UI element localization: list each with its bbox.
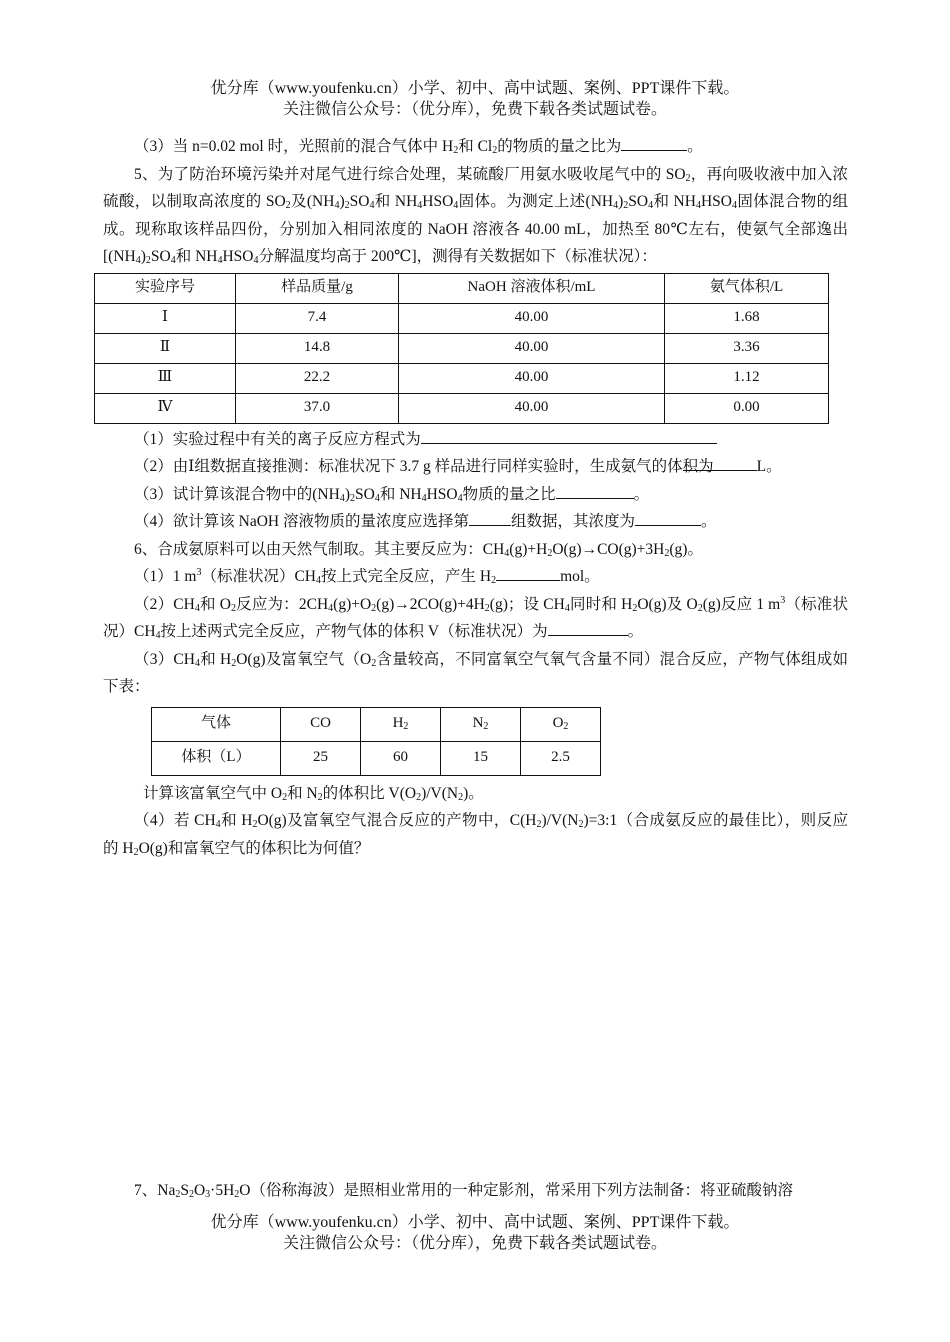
table-row — [152, 741, 601, 775]
q5-part4: （4）欲计算该 NaOH 溶液物质的量浓度应选择第 组数据，其浓度为 。 — [103, 508, 848, 536]
table-cell: 7.4 — [236, 303, 399, 333]
answer-blank[interactable] — [683, 454, 757, 471]
q6-part4: （4）若 $CH_4$和 $H_2O(g)$及富氧空气混合反应的产物中，$C(H_2)/V(N_2)=3:1$（合成氨反应的最佳比），则反应的 $H_2O(g)$和富氧空气的体积比为何值？ — [103, 812, 848, 858]
answer-blank[interactable] — [421, 427, 717, 444]
q6-part1: （1）1 $m^3$（标准状况）$CH_4$按上式完全反应，产生 $H_2$ mol。 — [103, 563, 848, 591]
document-body — [103, 133, 848, 862]
q6-part2: $(2)CH_4$和 $O_2$反应为：$2CH_4(g)+O_2(g)\to 2CO(g)+4H_2(g)$；设 $CH_4$同时和 $H_2O(g)$及 $O_2(g)$反应 1 $m^3$（标准状况）$CH_4$按上述两式完全反应，产物气体的体积 V（标准状况）为 。 — [103, 594, 848, 641]
answer-blank[interactable] — [556, 482, 634, 499]
header-line-2: 关注微信公众号：（优分库），免费下载各类试题试卷。 — [282, 101, 667, 118]
table-cell: Ⅱ — [95, 333, 236, 363]
q6-intro: 6、合成氨原料可以由天然气制取。其主要反应为：$CH_4(g)+H_2O(g)\to CO(g)+3H_2(g)$。 — [134, 540, 703, 559]
q6-part3: $(3)CH_4$和 $H_2O(g)$及富氧空气（$O_2$含量较高，不同富氧空气氧气含量不同）混合反应，产物气体组成如下表： — [103, 650, 848, 695]
answer-blank[interactable] — [548, 619, 628, 636]
header-line-1: 优分库（www.youfenku.cn）小学、初中、高中试题、案例、PPT课件下载。 — [210, 80, 740, 97]
table-cell: Ⅳ — [95, 393, 236, 423]
table-header-cell: 实验序号 — [95, 273, 236, 303]
table-header-cell: 氨气体积/L — [665, 273, 829, 303]
table-row — [152, 707, 601, 741]
q6-gas-table — [151, 707, 601, 776]
table-cell: 40.00 — [399, 333, 665, 363]
table-cell: 40.00 — [399, 303, 665, 333]
q5-part2: （2）由Ⅰ组数据直接推测：标准状况下 3.7 g 样品进行同样实验时，生成氨气的体积为 L。 — [103, 453, 848, 481]
table-row — [95, 363, 829, 393]
table-cell: 1.68 — [665, 303, 829, 333]
q5-part1: （1）实验过程中有关的离子反应方程式为 — [103, 426, 848, 454]
table-cell: $N_2$ — [441, 707, 521, 741]
table-row — [95, 393, 829, 423]
table-cell: 气体 — [152, 707, 281, 741]
table-cell: 40.00 — [399, 363, 665, 393]
table-row — [95, 303, 829, 333]
answer-blank[interactable] — [621, 134, 687, 151]
q7-intro: 7、$Na_2S_2O_3\cdot 5H_2O$（俗称海波）是照相业常用的一种定影剂，常采用下列方法制备：将亚硫酸钠溶 — [134, 1182, 793, 1200]
q5-part3: （3）试计算该混合物中的$(NH_4)_2SO_4$和 $NH_4HSO_4$物质的量之比 。 — [103, 481, 848, 509]
q6-calc-line: 计算该富氧空气中 $O_2$和 $N_2$的体积比 $V(O_2)/V(N_2)$。 — [143, 784, 484, 803]
footer-line-1: 优分库（www.youfenku.cn）小学、初中、高中试题、案例、PPT课件下载。 — [210, 1214, 740, 1231]
table-cell: 25 — [281, 741, 361, 775]
q4-part3: （3）当 n=0.02 mol 时，光照前的混合气体中 $H_2$和 $Cl_2$的物质的量之比为 。 — [103, 133, 848, 161]
answer-blank[interactable] — [469, 509, 511, 526]
table-cell: 40.00 — [399, 393, 665, 423]
table-cell: CO — [281, 707, 361, 741]
table-header-cell: 样品质量/g — [236, 273, 399, 303]
table-cell: 1.12 — [665, 363, 829, 393]
table-cell: 15 — [441, 741, 521, 775]
answer-blank[interactable] — [496, 564, 560, 581]
table-cell: 体积（L） — [152, 741, 281, 775]
page-header — [0, 78, 950, 120]
table-row — [95, 333, 829, 363]
page-footer — [0, 1212, 950, 1254]
q5-intro: 5、为了防治环境污染并对尾气进行综合处理，某硫酸厂用氨水吸收尾气中的 $SO_2$，再向吸收液中加入浓硫酸，以制取高浓度的 $SO_2$及$(NH_4)_2SO_4$和 $NH_4HSO_4$固体。为测定上述$(NH_4)_2SO_4$和 $NH_4HSO_4$固体混合物的组成。现称取该样品四份，分别加入相同浓度的 NaOH 溶液各 40.00 mL，加热至 80℃左右，使氨气全部逸出[$(NH_4)_2SO_4$和 $NH_4HSO_4$分解温度均高于 200℃]，测得有关数据如下（标准状况）： — [103, 165, 848, 266]
table-cell: 14.8 — [236, 333, 399, 363]
table-header-cell: NaOH 溶液体积/mL — [399, 273, 665, 303]
answer-blank[interactable] — [635, 509, 701, 526]
table-cell: 2.5 — [521, 741, 601, 775]
footer-line-2: 关注微信公众号：（优分库），免费下载各类试题试卷。 — [282, 1235, 667, 1252]
table-cell: 0.00 — [665, 393, 829, 423]
q7-block — [103, 1177, 848, 1204]
table-cell: 3.36 — [665, 333, 829, 363]
table-header-row — [95, 273, 829, 303]
q5-data-table — [94, 273, 829, 424]
table-cell: $O_2$ — [521, 707, 601, 741]
table-cell: 22.2 — [236, 363, 399, 393]
table-cell: 37.0 — [236, 393, 399, 423]
table-cell: Ⅲ — [95, 363, 236, 393]
table-cell: $H_2$ — [361, 707, 441, 741]
table-cell: 60 — [361, 741, 441, 775]
table-cell: Ⅰ — [95, 303, 236, 333]
